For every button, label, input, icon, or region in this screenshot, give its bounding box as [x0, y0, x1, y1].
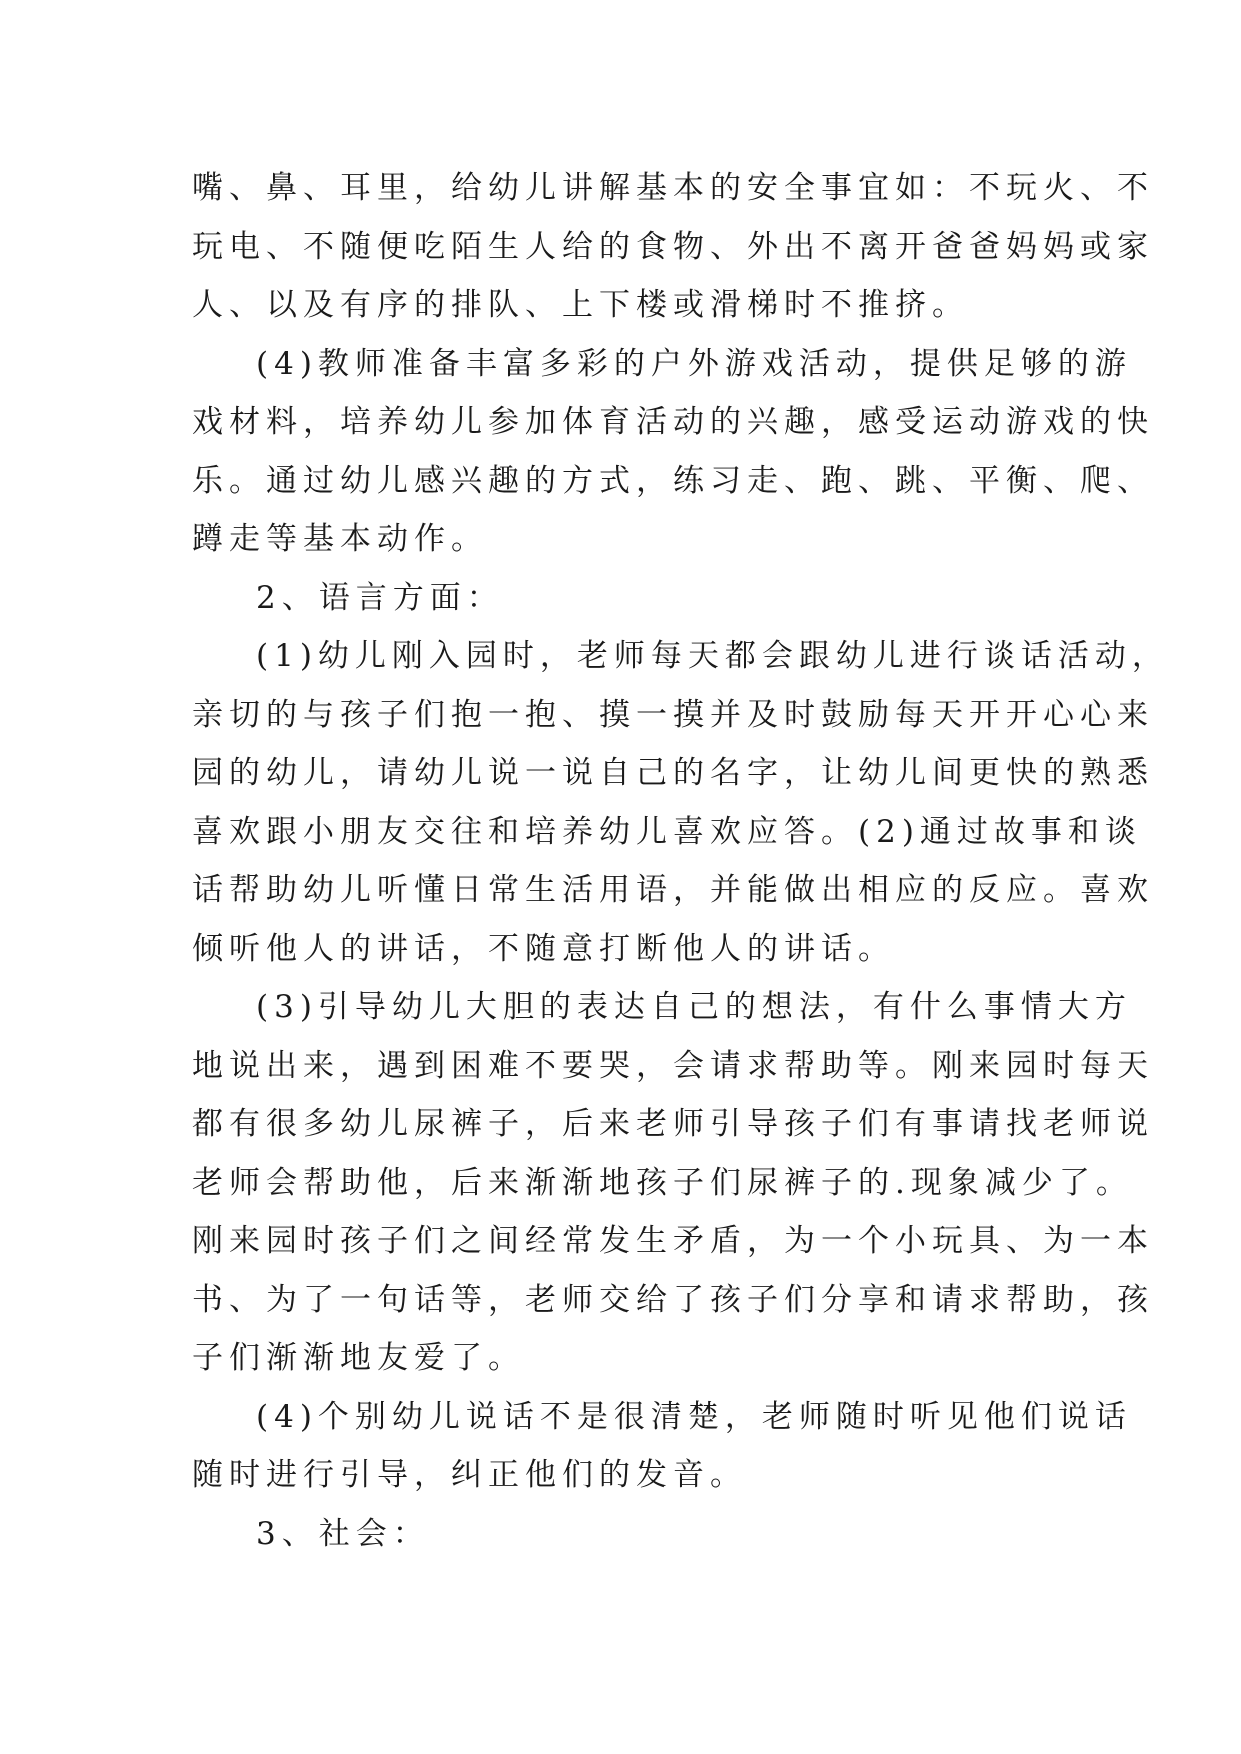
text-line: 嘴、鼻、耳里，给幼儿讲解基本的安全事宜如：不玩火、不 [192, 170, 1154, 206]
text-line: 地说出来，遇到困难不要哭，会请求帮助等。刚来园时每天 [192, 1047, 1154, 1084]
text-line: (1)幼儿刚入园时，老师每天都会跟幼儿进行谈话活动， [256, 638, 1169, 674]
text-line: 园的幼儿，请幼儿说一说自己的名字，让幼儿间更快的熟悉 [192, 755, 1154, 791]
text-line: 话帮助幼儿听懂日常生活用语，并能做出相应的反应。喜欢 [192, 872, 1154, 908]
text-line: 乐。通过幼儿感兴趣的方式，练习走、跑、跳、平衡、爬、 [192, 462, 1154, 499]
text-line: (4)个别幼儿说话不是很清楚，老师随时听见他们说话 [256, 1398, 1132, 1435]
section-heading: 3、社会： [256, 1515, 430, 1552]
text-line: 倾听他人的讲话，不随意打断他人的讲话。 [192, 930, 895, 967]
text-line: 喜欢跟小朋友交往和培养幼儿喜欢应答。(2)通过故事和谈 [192, 813, 1142, 850]
text-line: 刚来园时孩子们之间经常发生矛盾，为一个小玩具、为一本 [192, 1223, 1154, 1259]
text-line: 戏材料，培养幼儿参加体育活动的兴趣，感受运动游戏的快 [192, 404, 1154, 440]
text-line: 子们渐渐地友爱了。 [192, 1340, 525, 1376]
text-line: 书、为了一句话等，老师交给了孩子们分享和请求帮助，孩 [192, 1281, 1154, 1318]
document-body [192, 159, 1169, 1563]
text-line: 都有很多幼儿尿裤子，后来老师引导孩子们有事请找老师说 [192, 1106, 1154, 1142]
text-line: 随时进行引导，纠正他们的发音。 [192, 1457, 747, 1493]
text-line: (4)教师准备丰富多彩的户外游戏活动，提供足够的游 [256, 345, 1132, 382]
text-line: 蹲走等基本动作。 [192, 521, 488, 557]
text-line: 玩电、不随便吃陌生人给的食物、外出不离开爸爸妈妈或家 [192, 228, 1154, 265]
text-line: 人、以及有序的排队、上下楼或滑梯时不推挤。 [192, 287, 969, 323]
text-line: 亲切的与孩子们抱一抱、摸一摸并及时鼓励每天开开心心来 [192, 696, 1154, 733]
section-heading: 2、语言方面： [256, 579, 504, 616]
text-line: (3)引导幼儿大胆的表达自己的想法，有什么事情大方 [256, 989, 1132, 1025]
text-line: 老师会帮助他，后来渐渐地孩子们尿裤子的.现象减少了。 [192, 1164, 1133, 1201]
